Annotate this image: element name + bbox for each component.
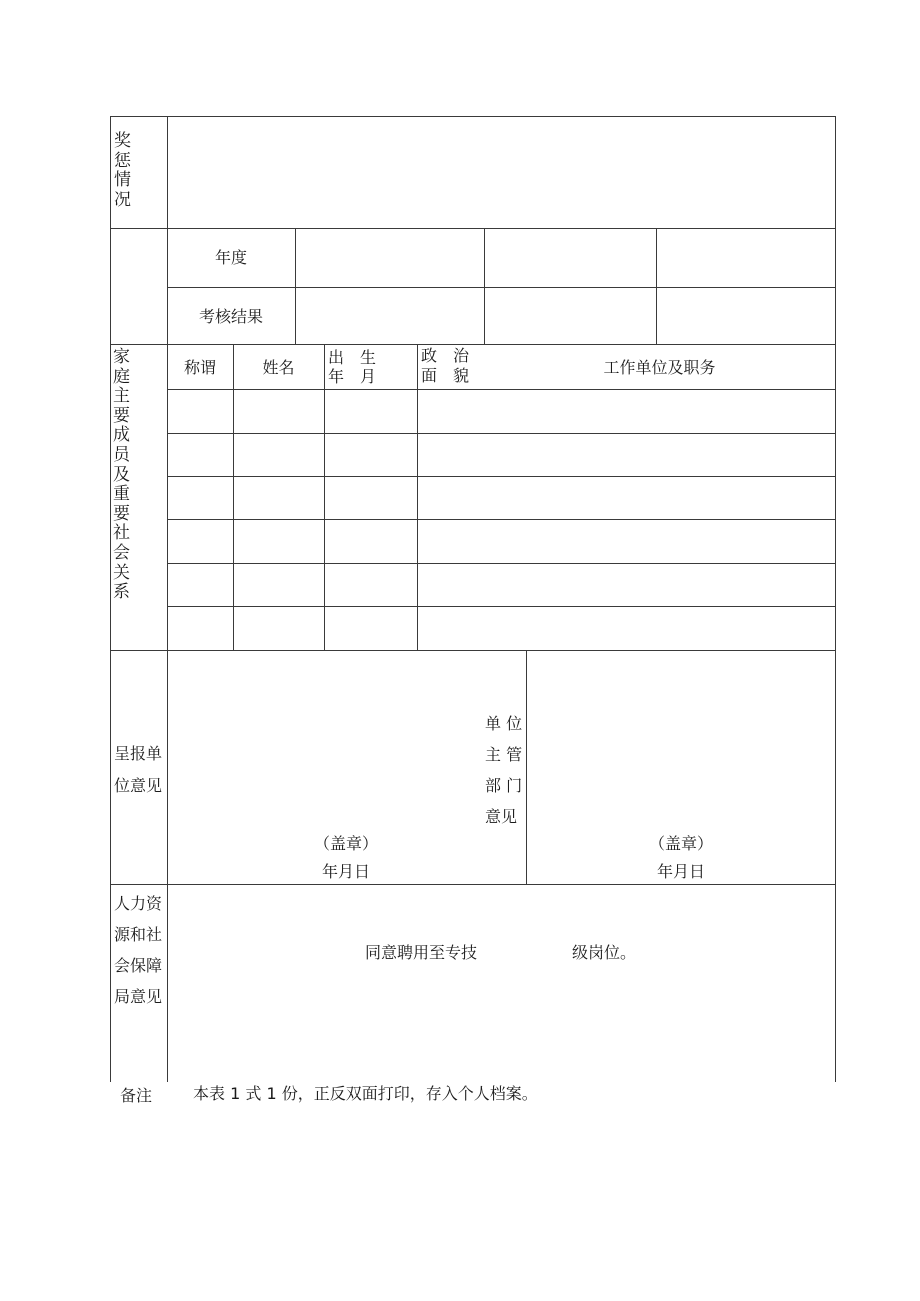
col-name: 姓名 bbox=[262, 358, 295, 377]
family-section-label: 家庭主要成员及重要社会关系 bbox=[113, 347, 130, 603]
dept-label-line2: 主 管 bbox=[485, 745, 523, 764]
divider bbox=[110, 884, 835, 885]
col-politics-line1: 政 治 bbox=[421, 346, 470, 365]
divider bbox=[295, 228, 296, 344]
rewards-label: 奖惩情况 bbox=[114, 131, 131, 210]
hr-label-line4: 局意见 bbox=[114, 987, 163, 1006]
reporting-unit-date: 年月日 bbox=[321, 862, 370, 881]
hr-label-line2: 源和社 bbox=[114, 925, 163, 944]
reporting-unit-label-line1: 呈报单 bbox=[114, 744, 163, 763]
hr-opinion-text-b: 级岗位。 bbox=[572, 943, 637, 962]
hr-opinion-text-a: 同意聘用至专技 bbox=[365, 943, 478, 962]
divider bbox=[167, 563, 835, 564]
divider bbox=[110, 228, 835, 229]
divider bbox=[167, 433, 835, 434]
col-birth-line1: 出 生 bbox=[328, 348, 377, 367]
col-work: 工作单位及职务 bbox=[603, 358, 716, 377]
divider bbox=[484, 228, 485, 344]
divider bbox=[110, 650, 835, 651]
remarks-label: 备注 bbox=[120, 1086, 153, 1105]
divider bbox=[167, 476, 835, 477]
reporting-unit-label-line2: 位意见 bbox=[114, 776, 163, 795]
divider bbox=[167, 287, 835, 288]
dept-label-line3: 部 门 bbox=[485, 776, 523, 795]
divider bbox=[417, 344, 418, 650]
dept-label-line4: 意见 bbox=[485, 807, 518, 826]
table-border-left bbox=[110, 116, 111, 1082]
dept-label-line1: 单 位 bbox=[485, 714, 523, 733]
hr-label-line1: 人力资 bbox=[114, 894, 163, 913]
divider bbox=[656, 228, 657, 344]
dept-date: 年月日 bbox=[656, 862, 705, 881]
dept-seal: （盖章） bbox=[648, 834, 713, 853]
divider bbox=[324, 344, 325, 650]
col-birth-line2: 年 月 bbox=[328, 367, 377, 386]
divider bbox=[233, 344, 234, 650]
assessment-result-label: 考核结果 bbox=[198, 307, 263, 326]
divider bbox=[110, 344, 835, 345]
table-border-right bbox=[835, 116, 836, 1082]
divider bbox=[167, 519, 835, 520]
divider bbox=[167, 606, 835, 607]
assessment-year-label: 年度 bbox=[214, 248, 247, 267]
divider bbox=[167, 389, 835, 390]
reporting-unit-seal: （盖章） bbox=[313, 834, 378, 853]
table-border-top bbox=[110, 116, 835, 117]
remarks-text: 本表 1 式 1 份，正反双面打印，存入个人档案。 bbox=[193, 1084, 538, 1103]
hr-label-line3: 会保障 bbox=[114, 956, 163, 975]
col-politics-line2: 面 貌 bbox=[421, 366, 470, 385]
col-relation: 称谓 bbox=[183, 358, 216, 377]
